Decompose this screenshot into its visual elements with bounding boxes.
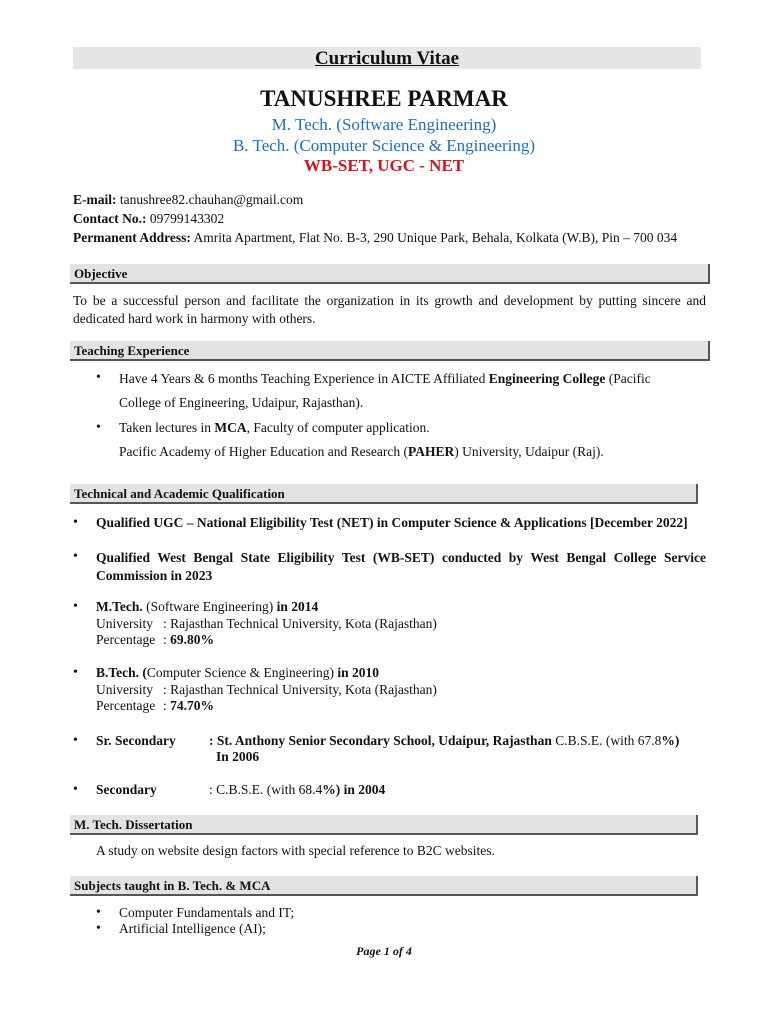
srsec-detail [209,733,679,749]
address-value: Amrita Apartment, Flat No. B-3, 290 Unique Park, Behala, Kolkata (W.B), Pin – 700 034 [193,230,678,245]
qualification-set: Qualified West Bengal State Eligibility Test (WB-SET) conducted by West Bengal College Service Commission in 2023 [96,550,706,583]
bullet-dot: • [73,733,78,748]
teaching-item-1 [119,370,706,388]
address-line [73,230,677,246]
mtech-percentage: 69.80% [170,632,215,647]
btech-percentage: 74.70% [170,698,215,713]
teaching-item-2-text: Taken lectures in [119,420,215,435]
qualification-net: Qualified UGC – National Eligibility Test (NET) in Computer Science & Applications [December 2022] [96,515,688,530]
srsec-percent-sign: %) [661,733,680,748]
mtech-percentage-line [163,632,214,648]
mtech-percentage-label: Percentage [96,632,156,647]
teaching-item-2-tail: , Faculty of computer application. [246,420,430,435]
mtech-percentage-colon: : [163,632,171,647]
btech-year: in 2010 [333,665,379,680]
email-value: tanushree82.chauhan@gmail.com [119,192,304,207]
qualification-mtech [96,599,318,615]
teaching-item-2-line2-bold: PAHER [408,444,455,459]
bullet-dot: • [73,599,78,614]
phone-line [73,211,224,227]
bullet-dot: • [73,782,78,797]
btech-university-label: University [96,682,153,697]
email-line [73,192,303,208]
section-heading-teaching: Teaching Experience [70,341,710,361]
bullet-dot: • [96,420,101,435]
mtech-year: in 2014 [276,599,319,614]
address-label: Permanent Address: [73,230,191,245]
doc-title-bar [73,47,701,69]
degree-btech: B. Tech. (Computer Science & Engineering) [232,136,536,155]
btech-percentage-line [163,698,214,714]
teaching-item-1-tail: (Pacific [605,371,651,386]
candidate-name: TANUSHREE PARMAR [260,86,508,111]
subject-item: Computer Fundamentals and IT; [119,905,295,920]
teaching-item-2-bold: MCA [214,420,247,435]
bullet-dot: • [96,921,101,936]
sec-label: Secondary [96,782,157,797]
bullet-dot: • [96,370,101,385]
email-label: E-mail: [73,192,117,207]
sec-board: : C.B.S.E. (with 68.4 [209,782,323,797]
mtech-label: M.Tech. [96,599,143,614]
teaching-item-2-line2 [119,444,604,460]
teaching-item-2-line2-text: Pacific Academy of Higher Education and Research ( [119,444,409,459]
section-heading-subjects: Subjects taught in B. Tech. & MCA [70,876,698,896]
qualification-btech [96,665,379,681]
page-number: Page 1 of 4 [356,944,412,958]
bullet-dot: • [73,665,78,680]
bullet-dot: • [73,515,78,530]
btech-branch: Computer Science & Engineering) [146,665,334,680]
subject-item: Artificial Intelligence (AI); [119,921,266,936]
btech-percentage-colon: : [163,698,171,713]
mtech-university-label: University [96,616,153,631]
exams-qualified: WB-SET, UGC - NET [303,156,465,175]
teaching-item-2 [119,420,430,436]
doc-title: Curriculum Vitae [314,48,460,69]
phone-value: 09799143302 [149,211,225,226]
section-heading-objective: Objective [70,264,710,284]
srsec-school: : St. Anthony Senior Secondary School, Udaipur, Rajasthan [209,733,552,748]
btech-label: B.Tech. ( [96,665,147,680]
btech-percentage-label: Percentage [96,698,156,713]
section-heading-qualification: Technical and Academic Qualification [70,484,698,504]
teaching-item-1-bold: Engineering College [488,371,606,386]
srsec-year: In 2006 [216,749,260,764]
sec-detail [209,782,385,798]
bullet-dot: • [96,905,101,920]
objective-text: To be a successful person and facilitate the organization in its growth and development by putting sincere and dedicated hard work in harmony with others. [73,293,706,326]
mtech-university-value: : Rajasthan Technical University, Kota (Rajasthan) [163,616,437,631]
bullet-dot: • [73,549,78,564]
teaching-item-2-line2-tail: ) University, Udaipur (Raj). [454,444,604,459]
srsec-board: C.B.S.E. (with 67.8 [551,733,662,748]
teaching-item-1-text: Have 4 Years & 6 months Teaching Experience in AICTE Affiliated [119,371,489,386]
btech-university-value: : Rajasthan Technical University, Kota (Rajasthan) [163,682,437,697]
dissertation-text: A study on website design factors with special reference to B2C websites. [96,843,495,858]
srsec-label: Sr. Secondary [96,733,176,748]
section-heading-dissertation: M. Tech. Dissertation [70,815,698,835]
phone-label: Contact No.: [73,211,147,226]
degree-mtech: M. Tech. (Software Engineering) [271,115,497,134]
mtech-branch: (Software Engineering) [142,599,277,614]
sec-year: %) in 2004 [322,782,386,797]
teaching-item-1-line2: College of Engineering, Udaipur, Rajasthan). [119,395,364,410]
